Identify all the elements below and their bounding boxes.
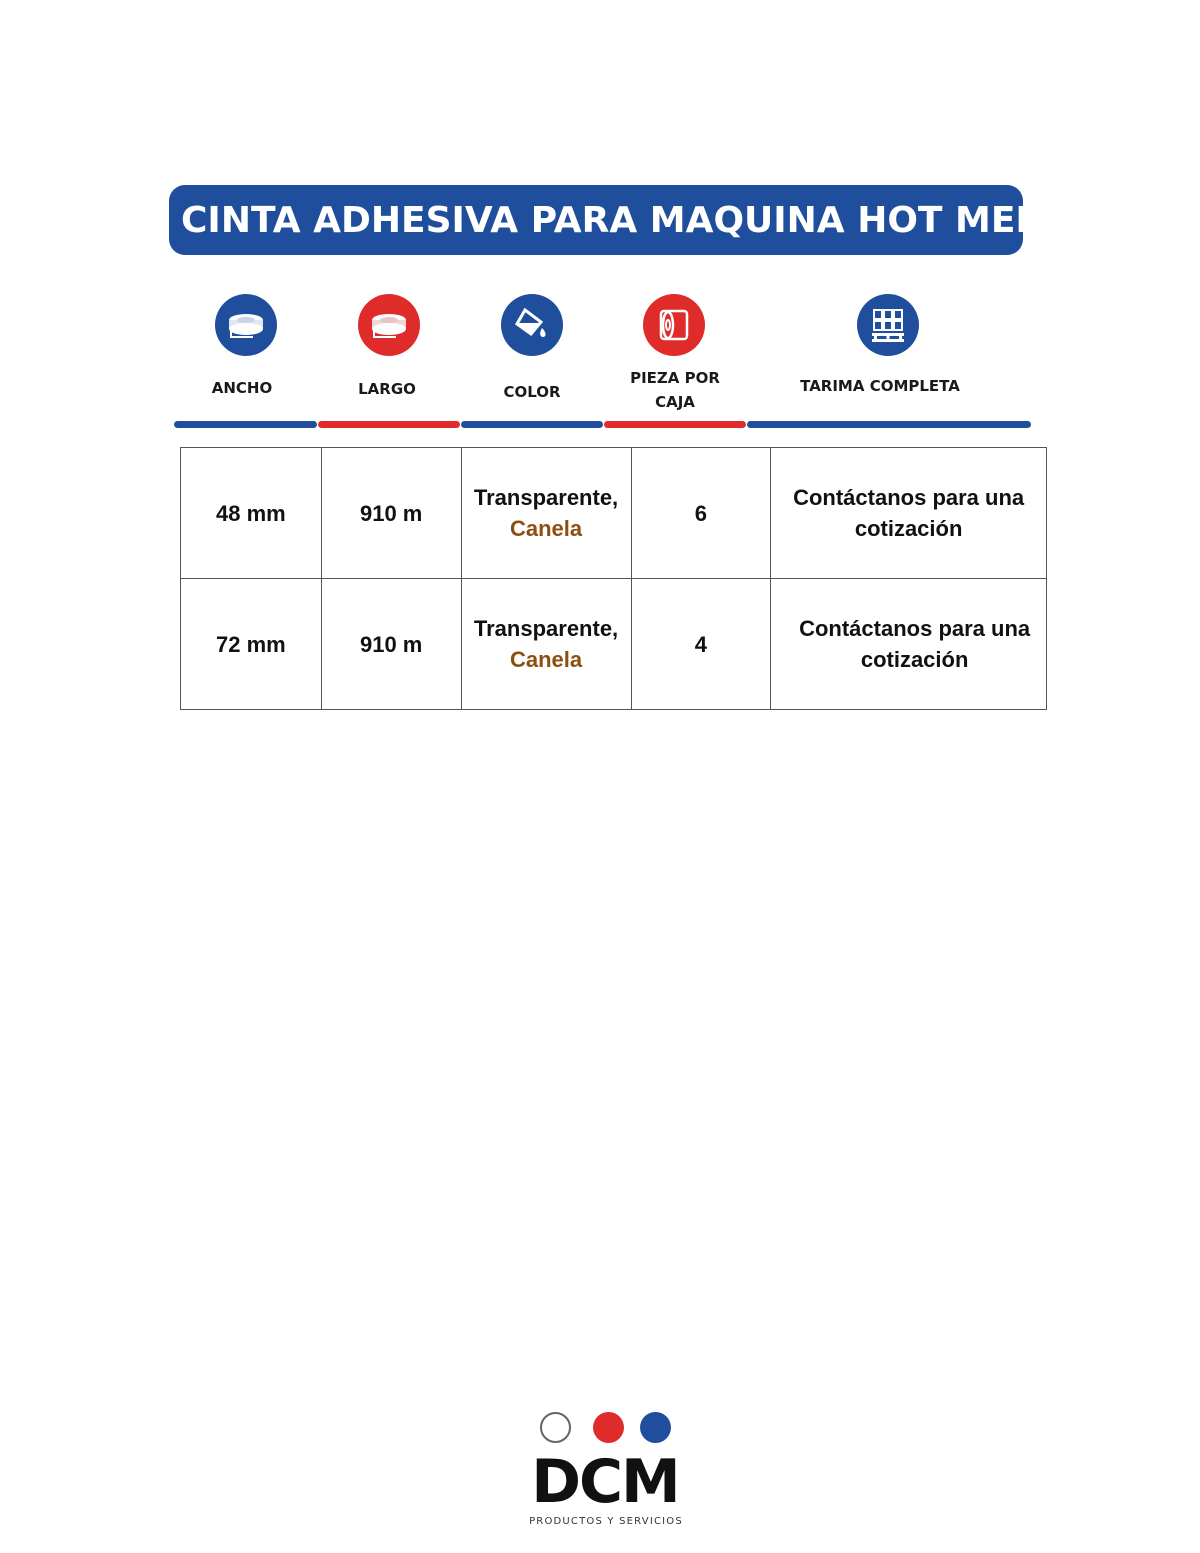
color-option: Transparente, — [473, 485, 619, 510]
logo-wordmark: DCM — [531, 1447, 679, 1517]
measuring-tape-icon — [215, 294, 277, 356]
header-largo: LARGO — [358, 380, 416, 398]
cell-largo: 910 m — [321, 448, 461, 579]
cell-color — [461, 579, 631, 710]
logo-dot-white — [540, 1412, 571, 1443]
divider-bar-blue — [461, 421, 603, 428]
divider-bar-blue — [174, 421, 317, 428]
cell-ancho: 48 mm — [181, 448, 322, 579]
cell-ancho: 72 mm — [181, 579, 322, 710]
color-option: Canela — [509, 516, 583, 541]
cell-largo: 910 m — [321, 579, 461, 710]
header-color: COLOR — [503, 383, 561, 401]
paint-bucket-icon — [501, 294, 563, 356]
contact-text: cotización — [854, 516, 963, 541]
divider-bar-red — [318, 421, 460, 428]
logo-dot-red — [593, 1412, 624, 1443]
header-tarima-completa: TARIMA COMPLETA — [800, 377, 960, 395]
logo-dot-blue — [640, 1412, 671, 1443]
cell-color — [461, 448, 631, 579]
contact-text: Contáctanos para una — [799, 616, 1031, 641]
header-pieza-por-caja — [615, 366, 735, 414]
page-title: CINTA ADHESIVA PARA MAQUINA HOT MELT — [181, 199, 1057, 241]
contact-text: cotización — [860, 647, 969, 672]
divider-bar-blue — [747, 421, 1031, 428]
table-row — [181, 448, 1047, 579]
header-pieza-line2: CAJA — [655, 393, 695, 411]
header-pieza-line1: PIEZA POR — [630, 369, 720, 387]
logo-tagline: PRODUCTOS Y SERVICIOS — [529, 1516, 683, 1527]
header-ancho: ANCHO — [211, 379, 273, 397]
measuring-tape-icon — [358, 294, 420, 356]
table-row — [181, 579, 1047, 710]
pallet-boxes-icon — [857, 294, 919, 356]
spec-table — [180, 447, 1047, 710]
cell-tarima — [771, 579, 1047, 710]
cell-pieza: 6 — [631, 448, 771, 579]
cell-tarima — [771, 448, 1047, 579]
contact-text: Contáctanos para una — [793, 485, 1025, 510]
tape-roll-icon — [643, 294, 705, 356]
color-option: Transparente, — [473, 616, 619, 641]
cell-pieza: 4 — [631, 579, 771, 710]
color-option: Canela — [509, 647, 583, 672]
title-banner — [169, 185, 1057, 255]
divider-bar-red — [604, 421, 746, 428]
